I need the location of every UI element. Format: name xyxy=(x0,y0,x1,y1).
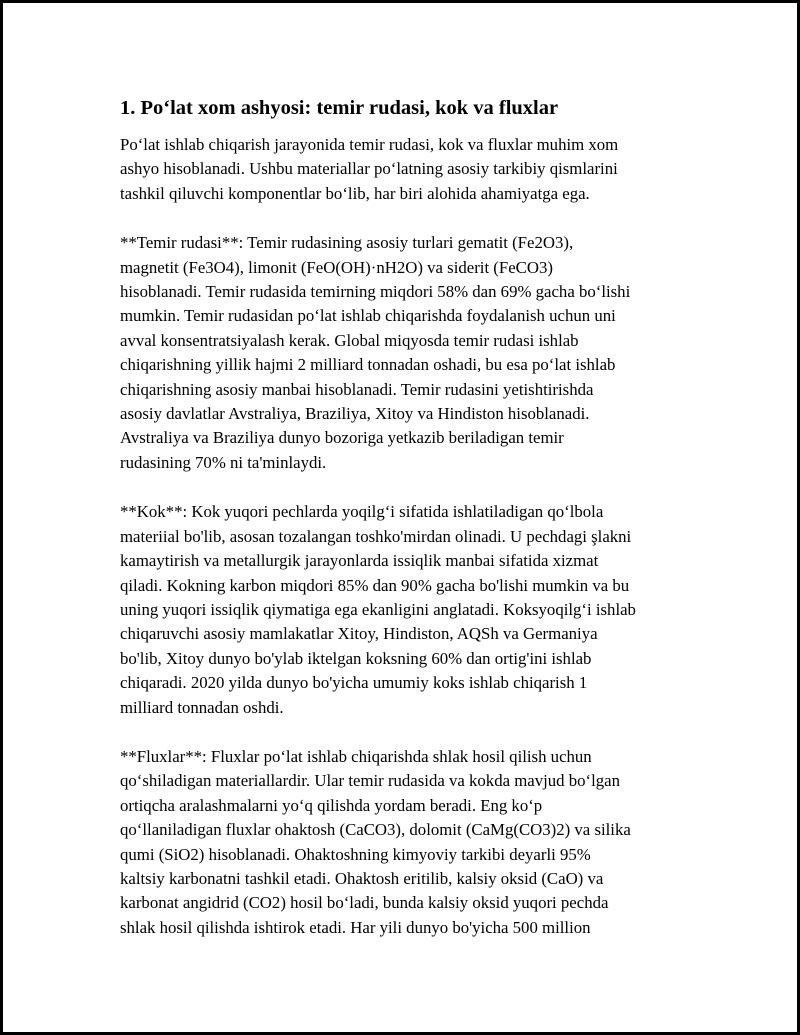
coke-paragraph: **Kok**: Kok yuqori pechlarda yoqilg‘i sifatida ishlatiladigan qo‘lbola materiial bo'lib, asosan tozalangan toshko'mirdan olinadi. U pechdagi şlakni kamaytirish va metallurgik jarayonlarda issiqlik manbai sifatida xizmat qiladi. Kokning karbon miqdori 85% dan 90% gacha bo'lishi mumkin va bu uning yuqori issiqlik qiymatiga ega ekanligini anglatadi. Koksyoqilg‘i ishlab chiqaruvchi asosiy mamlakatlar Xitoy, Hindiston, AQSh va Germaniya bo'lib, Xitoy dunyo bo'ylab iktelgan koksning 60% dan ortig'ini ishlab chiqaradi. 2020 yilda dunyo bo'yicha umumiy koks ishlab chiqarish 1 milliard tonnadan oshdi. xyxy=(120,502,636,717)
page-title: 1. Po‘lat xom ashyosi: temir rudasi, kok va fluxlar xyxy=(120,97,559,119)
page-content xyxy=(120,95,686,965)
fluxes-paragraph: **Fluxlar**: Fluxlar po‘lat ishlab chiqarishda shlak hosil qilish uchun qo‘shiladigan materiallardir. Ular temir rudasida va kokda mavjud bo‘lgan ortiqcha aralashmalarni yo‘q qilishda yordam beradi. Eng ko‘p qo‘llaniladigan fluxlar ohaktosh (CaCO3), dolomit (CaMg(CO3)2) va silika qumi (SiO2) hisoblanadi. Ohaktoshning kimyoviy tarkibi deyarli 95% kaltsiy karbonatni tashkil etadi. Ohaktosh eritilib, kalsiy oksid (CaO) va karbonat angidrid (CO2) hosil bo‘ladi, bunda kalsiy oksid yuqori pechda shlak hosil qilishda ishtirok etadi. Har yili dunyo bo'yicha 500 million xyxy=(120,746,631,937)
intro-paragraph: Po‘lat ishlab chiqarish jarayonida temir rudasi, kok va fluxlar muhim xom ashyo hisoblanadi. Ushbu materiallar po‘latning asosiy tarkibiy qismlarini tashkil qiluvchi komponentlar bo‘lib, har biri alohida ahamiyatga ega. xyxy=(120,135,619,203)
iron-ore-paragraph: **Temir rudasi**: Temir rudasining asosiy turlari gematit (Fe2O3), magnetit (Fe3O4), limonit (FeO(OH)·nH2O) va siderit (FeCO3) hisoblanadi. Temir rudasida temirning miqdori 58% dan 69% gacha bo‘lishi mumkin. Temir rudasidan po‘lat ishlab chiqarishda foydalanish uchun uni avval konsentratsiyalash kerak. Global miqyosda temir rudasi ishlab chiqarishning yillik hajmi 2 milliard tonnadan oshadi, bu esa po‘lat ishlab chiqarishning asosiy manbai hisoblanadi. Temir rudasini yetishtirishda asosiy davlatlar Avstraliya, Braziliya, Xitoy va Hindiston hisoblanadi. Avstraliya va Braziliya dunyo bozoriga yetkazib beriladigan temir rudasining 70% ni ta'minlaydi. xyxy=(120,233,631,472)
